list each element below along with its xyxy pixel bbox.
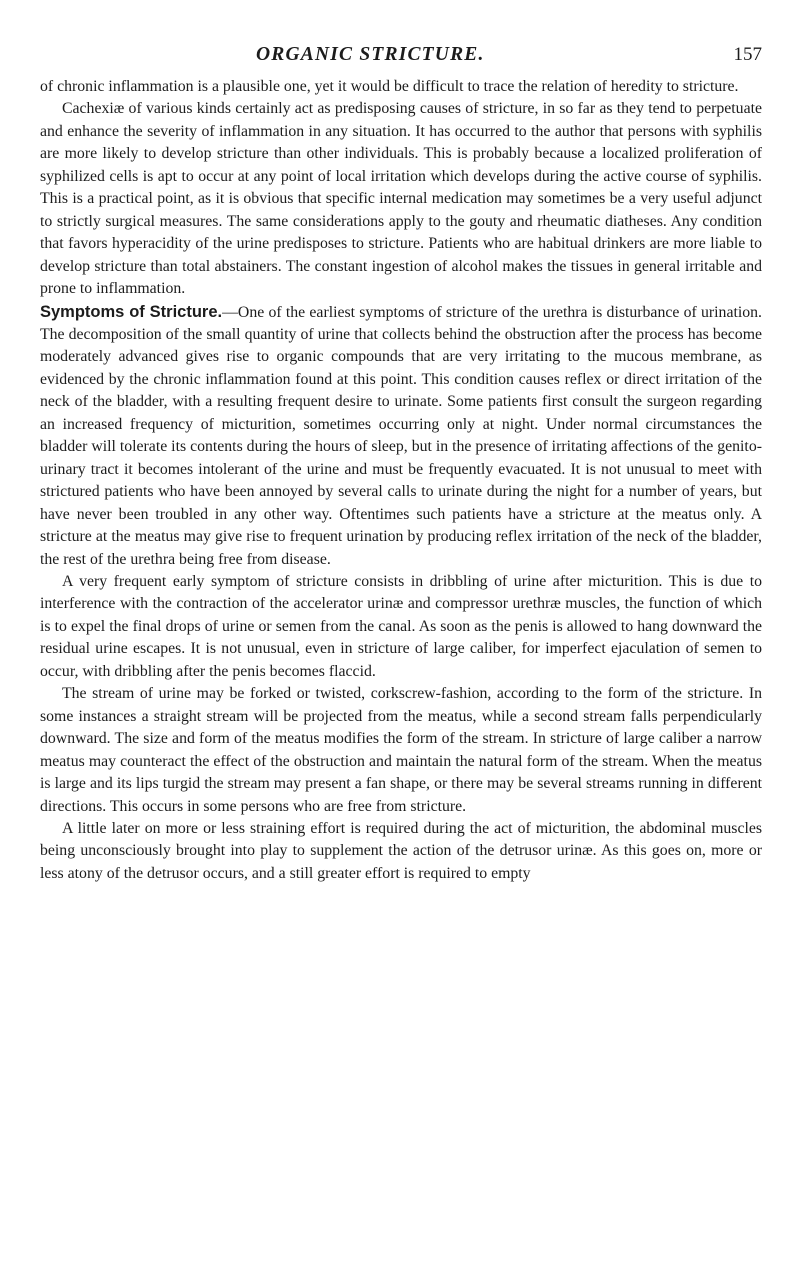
page-header: [40, 44, 762, 72]
book-page: [40, 44, 762, 885]
body-text: [40, 76, 762, 885]
paragraph-text: —One of the earliest symptoms of stricture of the urethra is disturbance of urination. The decomposition of the small quantity of urine that collects behind the obstruction after the process has become moderately advanced gives rise to organic compounds that are very irritating to the mucous membrane, as evidenced by the chronic inflammation found at this point. This condition causes reflex or direct irritation of the neck of the bladder, with a resulting frequent desire to urinate. Some patients first consult the surgeon regarding an increased frequency of micturition, sometimes occurring only at night. Under normal circumstances the bladder will tolerate its contents during the hours of sleep, but in the presence of irritating affections of the genito-urinary tract it becomes intolerant of the urine and must be frequently evacuated. It is not unusual to meet with strictured patients who have been annoyed by several calls to urinate during the night for a number of years, but have never been troubled in any other way. Oftentimes such patients have a stricture at the meatus only. A stricture at the meatus may give rise to frequent urination by producing reflex irritation of the neck of the bladder, the rest of the urethra being free from disease.: [40, 303, 762, 568]
paragraph: A very frequent early symptom of stricture consists in dribbling of urine after micturition. This is due to interference with the contraction of the accelerator urinæ and compressor urethræ muscles, the function of which is to expel the final drops of urine or semen from the canal. As soon as the penis is allowed to hang downward the residual urine escapes. It is not unusual, even in stricture of large caliber, for imperfect ejaculation of semen to occur, with dribbling after the penis becomes flaccid.: [40, 572, 762, 680]
paragraph: of chronic inflammation is a plausible one, yet it would be difficult to trace the relation of heredity to stricture.: [40, 78, 739, 95]
paragraph-with-heading: [40, 301, 762, 571]
paragraph: A little later on more or less straining effort is required during the act of micturition, the abdominal muscles being unconsciously brought into play to supplement the action of the detrusor urinæ. As this goes on, more or less atony of the detrusor occurs, and a still greater effort is required to empty: [40, 819, 762, 882]
paragraph: Cachexiæ of various kinds certainly act as predisposing causes of stricture, in so far as they tend to perpetuate and enhance the severity of inflammation in any situation. It has occurred to the author that persons with syphilis are more likely to develop stricture than other individuals. This is probably because a localized proliferation of syphilized cells is apt to occur at any point of local irritation which develops during the active course of syphilis. This is a practical point, as it is obvious that specific internal medication may sometimes be a very useful adjunct to strictly surgical measures. The same considerations apply to the gouty and rheumatic diatheses. Any condition that favors hyperacidity of the urine predisposes to stricture. Patients who are habitual drinkers are more liable to develop stricture than total abstainers. The constant ingestion of alcohol makes the tissues in general irritable and prone to inflammation.: [40, 100, 762, 298]
paragraph: The stream of urine may be forked or twisted, corkscrew-fashion, according to the form of the stricture. In some instances a straight stream will be projected from the meatus, while a second stream falls perpendicularly downward. The size and form of the meatus modifies the form of the stream. In stricture of large caliber a narrow meatus may counteract the effect of the obstruction and maintain the natural form of the stream. When the meatus is large and its lips turgid the stream may present a fan shape, or there may be several streams running in different directions. This occurs in some persons who are free from stricture.: [40, 685, 762, 815]
running-title: ORGANIC STRICTURE.: [256, 44, 485, 65]
section-heading: Symptoms of Stricture.: [40, 302, 223, 321]
page-number: 157: [733, 44, 762, 65]
